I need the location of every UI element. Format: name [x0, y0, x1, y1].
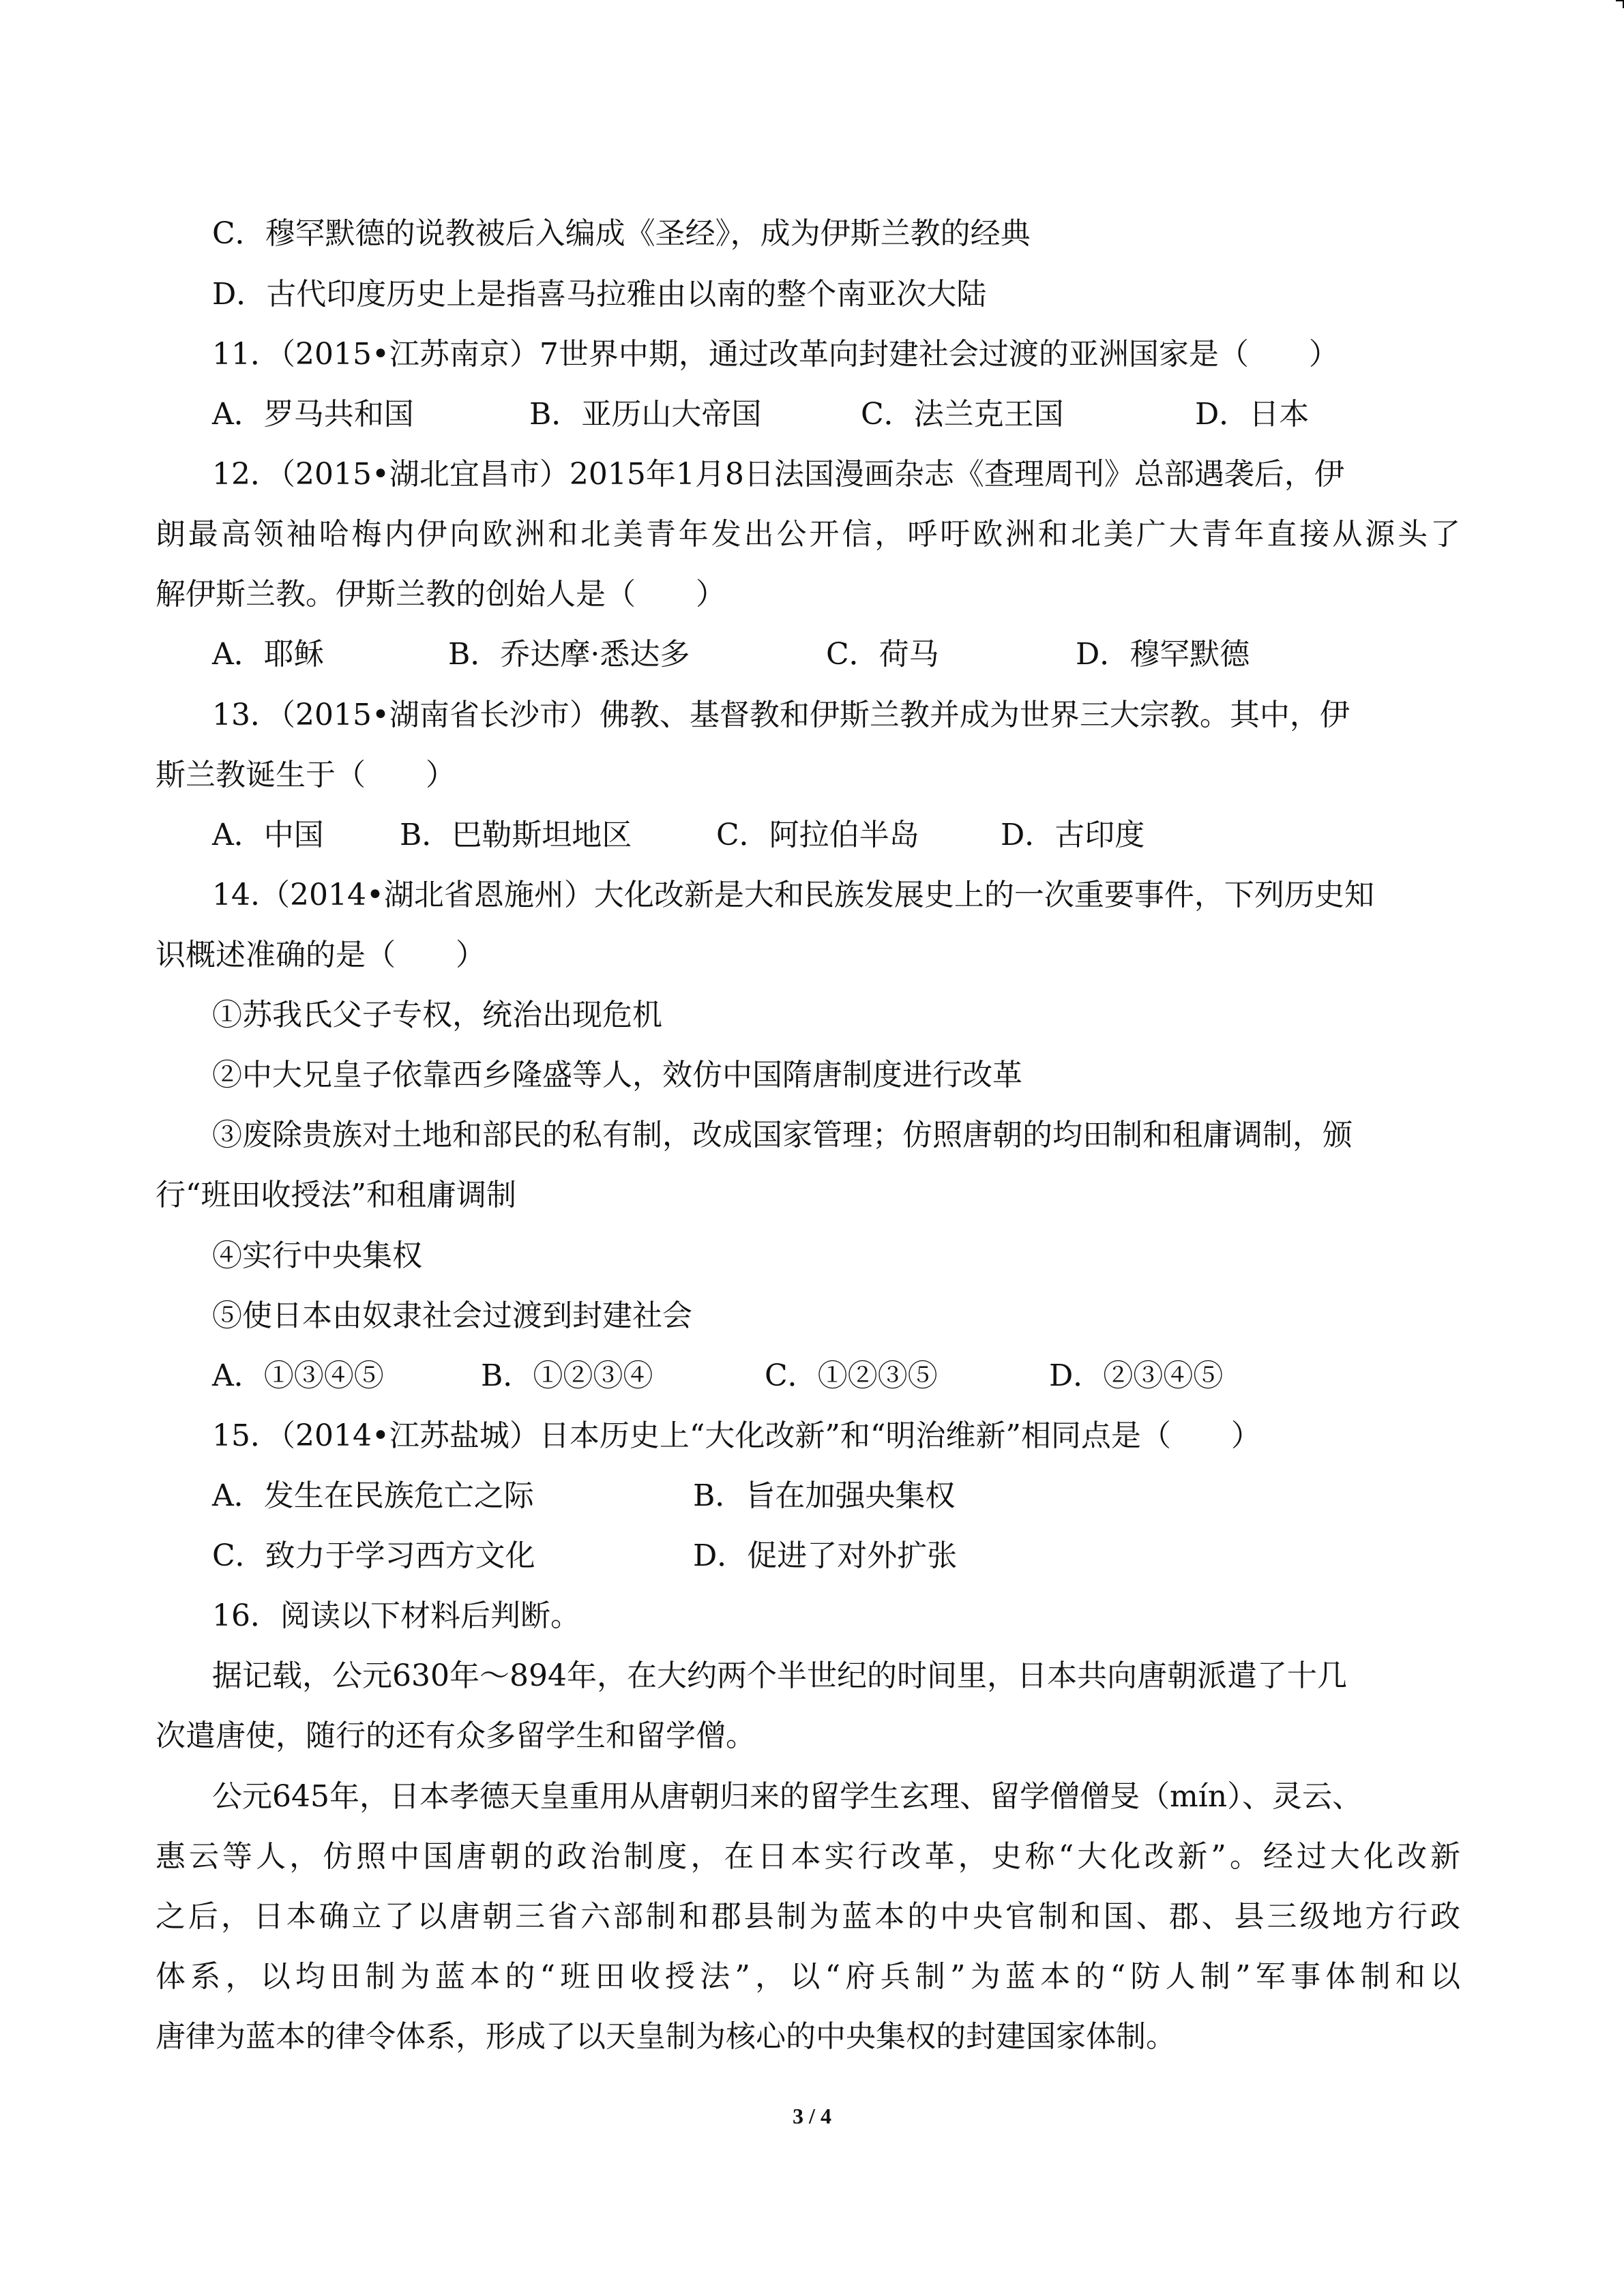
question-13-line1: 13．（2015•湖南省长沙市）佛教、基督教和伊斯兰教并成为世界三大宗教。其中，伊	[212, 698, 1350, 732]
q15-option-a: A．发生在民族危亡之际	[212, 1478, 534, 1513]
q13-option-d: D．古印度	[1001, 818, 1145, 852]
q15-option-d: D．促进了对外扩张	[693, 1538, 958, 1573]
material-para2-line1: 公元645年，日本孝德天皇重用从唐朝归来的留学生玄理、留学僧僧旻（mín）、灵云、	[212, 1779, 1363, 1814]
option-c-line: C．穆罕默德的说教被后入编成《圣经》，成为伊斯兰教的经典	[212, 216, 1031, 251]
question-14-line2: 识概述准确的是（ ）	[156, 938, 486, 972]
question-12-line1: 12．（2015•湖北宜昌市）2015年1月8日法国漫画杂志《查理周刊》总部遇袭后，伊	[212, 457, 1344, 492]
q13-option-c: C．阿拉伯半岛	[716, 818, 919, 852]
material-para1-line2: 次遣唐使，随行的还有众多留学生和留学僧。	[156, 1718, 756, 1753]
q14-statement-3-line2: 行“班田收授法”和租庸调制	[156, 1178, 516, 1212]
q15-option-c: C．致力于学习西方文化	[212, 1538, 535, 1573]
q11-option-c: C．法兰克王国	[861, 397, 1064, 432]
q14-option-a: A．①③④⑤	[212, 1358, 384, 1393]
material-para1-line1: 据记载，公元630年～894年，在大约两个半世纪的时间里，日本共向唐朝派遣了十几	[212, 1658, 1347, 1693]
question-16: 16．阅读以下材料后判断。	[212, 1598, 580, 1633]
q14-statement-3-line1: ③废除贵族对土地和部民的私有制，改成国家管理；仿照唐朝的均田制和租庸调制，颁	[212, 1118, 1353, 1152]
q11-option-d: D．日本	[1195, 397, 1310, 432]
question-14-line1: 14.（2014•湖北省恩施州）大化改新是大和民族发展史上的一次重要事件，下列历史知	[212, 878, 1374, 912]
q14-statement-4: ④实行中央集权	[212, 1238, 422, 1273]
q14-statement-2: ②中大兄皇子依靠西乡隆盛等人，效仿中国隋唐制度进行改革	[212, 1058, 1022, 1092]
q15-option-b: B．旨在加强央集权	[693, 1478, 956, 1513]
question-13-line2: 斯兰教诞生于（ ）	[156, 758, 456, 792]
q11-option-b: B．亚历山大帝国	[529, 397, 762, 432]
page-corner-mark	[1616, 0, 1624, 8]
material-para2-line5: 唐律为蓝本的律令体系，形成了以天皇制为核心的中央集权的封建国家体制。	[156, 2019, 1176, 2054]
q12-option-c: C．荷马	[826, 637, 939, 672]
question-12-line3: 解伊斯兰教。伊斯兰教的创始人是（ ）	[156, 577, 726, 612]
q14-statement-5: ⑤使日本由奴隶社会过渡到封建社会	[212, 1298, 692, 1333]
q14-option-c: C．①②③⑤	[765, 1358, 938, 1393]
option-d-line: D．古代印度历史上是指喜马拉雅由以南的整个南亚次大陆	[212, 277, 987, 312]
question-12-line2: 朗最高领袖哈梅内伊向欧洲和北美青年发出公开信，呼吁欧洲和北美广大青年直接从源头了	[156, 517, 1460, 552]
q12-option-b: B．乔达摩·悉达多	[448, 637, 690, 672]
q14-option-b: B．①②③④	[481, 1358, 653, 1393]
q13-option-b: B．巴勒斯坦地区	[400, 818, 632, 852]
question-15: 15．（2014•江苏盐城）日本历史上“大化改新”和“明治维新”相同点是（ ）	[212, 1418, 1261, 1453]
page-number: 3 / 4	[793, 2104, 831, 2128]
material-para2-line3: 之后，日本确立了以唐朝三省六部制和郡县制为蓝本的中央官制和国、郡、县三级地方行政	[156, 1899, 1460, 1934]
q14-statement-1: ①苏我氏父子专权，统治出现危机	[212, 998, 662, 1032]
material-para2-line4: 体系，以均田制为蓝本的“班田收授法”，以“府兵制”为蓝本的“防人制”军事体制和以	[156, 1959, 1460, 1994]
q13-option-a: A．中国	[212, 818, 324, 852]
q12-option-a: A．耶稣	[212, 637, 324, 672]
q14-option-d: D．②③④⑤	[1049, 1358, 1224, 1393]
material-para2-line2: 惠云等人，仿照中国唐朝的政治制度，在日本实行改革，史称“大化改新”。经过大化改新	[156, 1839, 1460, 1874]
question-11: 11．（2015•江苏南京）7世界中期，通过改革向封建社会过渡的亚洲国家是（ ）	[212, 337, 1339, 372]
q12-option-d: D．穆罕默德	[1076, 637, 1250, 672]
q11-option-a: A．罗马共和国	[212, 397, 414, 432]
